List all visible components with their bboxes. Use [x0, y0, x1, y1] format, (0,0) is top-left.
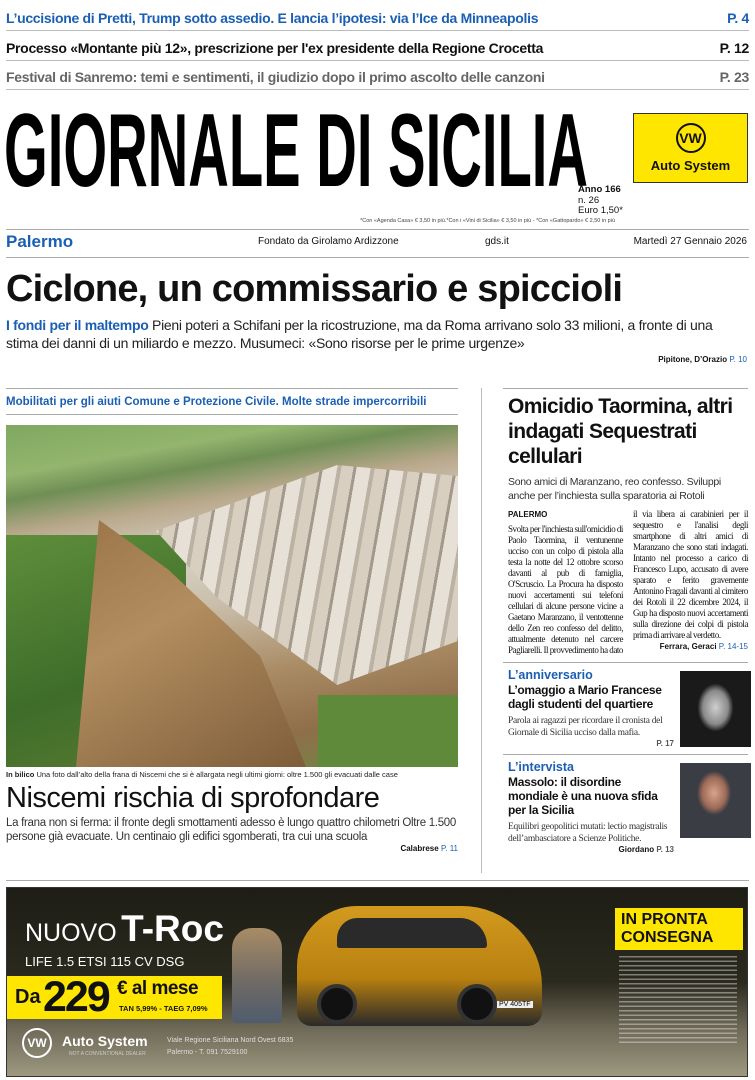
- anniversario-headline[interactable]: L’omaggio a Mario Francese dagli studenti del quartiere: [508, 683, 662, 711]
- byline-page: P. 10: [729, 355, 747, 364]
- byline-page: P. 13: [656, 845, 674, 854]
- lead-dek: [6, 316, 747, 352]
- teaser-page: P. 12: [719, 39, 749, 56]
- ad-phone: Palermo - T. 091 7529100: [167, 1049, 248, 1056]
- vw-logo-icon: VW: [22, 1028, 52, 1058]
- mario-francese-photo: [680, 671, 751, 747]
- niscemi-kicker: Mobilitati per gli aiuti Comune e Protezione Civile. Molte strade impercorribili: [6, 396, 427, 408]
- website-link[interactable]: gds.it: [485, 236, 509, 247]
- sponsor-name: Auto System: [650, 158, 731, 173]
- taormina-headline[interactable]: Omicidio Taormina, altri indagati Sequestrati cellulari: [508, 395, 733, 468]
- ad-dealer: Auto System: [62, 1033, 148, 1049]
- teaser-text: Festival di Sanremo: temi e sentimenti, il giudizio dopo il primo ascolto delle canzoni: [6, 68, 545, 85]
- taormina-byline: [633, 641, 748, 652]
- massolo-photo: [680, 763, 751, 838]
- teaser-2[interactable]: [6, 35, 749, 61]
- lead-byline: [6, 355, 747, 364]
- intervista-byline: [508, 845, 674, 854]
- byline-author: Pipitone, D’Orazio: [658, 355, 728, 364]
- ad-fine-print: [619, 956, 737, 1046]
- supplement-note: *Con «Agenda Casa» € 3,50 in più.*Con i «Vini di Sicilia» € 3,50 in più - *Con «Gattopardo» € 2,50 in più: [360, 218, 615, 224]
- intervista-dek: Equilibri geopolitici mutati: lectio magistralis dell’ambasciatore a Scienze Politiche.: [508, 822, 668, 844]
- byline-author: Giordano: [618, 845, 655, 854]
- photo-caption: [6, 770, 458, 780]
- teaser-page: P. 4: [727, 9, 749, 26]
- byline-page: P. 11: [440, 844, 458, 853]
- ad-price: 229: [43, 973, 109, 1021]
- teaser-3[interactable]: [6, 64, 749, 90]
- byline-author: Calabrese: [400, 844, 439, 853]
- niscemi-headline[interactable]: Niscemi rischia di sprofondare: [6, 782, 380, 814]
- landslide-photo: [6, 425, 458, 767]
- column-divider: [481, 388, 482, 873]
- masthead-title-text: GIORNALE DI SICILIA: [4, 100, 588, 192]
- vw-logo-icon: VW: [676, 123, 706, 153]
- ad-badge: IN PRONTA CONSEGNA: [615, 908, 743, 950]
- anniversario-page: P. 17: [656, 739, 674, 748]
- car-image: [297, 906, 542, 1026]
- issue-date: Martedì 27 Gennaio 2026: [633, 236, 747, 247]
- intervista-headline[interactable]: Massolo: il disordine mondiale è una nuova sfida per la Sicilia: [508, 775, 658, 817]
- guitarist-figure: [232, 928, 282, 1023]
- anniversario-dek: Parola ai ragazzi per ricordare il cronista del Giornale di Sicilia ucciso dalla mafia.: [508, 716, 663, 738]
- teaser-1[interactable]: [6, 5, 749, 31]
- anniversario-story: [503, 663, 748, 754]
- issue-year: Anno 166: [578, 184, 621, 195]
- lead-story: [6, 266, 747, 364]
- lead-kicker: I fondi per il maltempo: [6, 317, 149, 333]
- caption-lead: In bilico: [6, 770, 35, 779]
- niscemi-story: [6, 388, 458, 853]
- byline-page: P. 14-15: [718, 642, 748, 651]
- intervista-kicker: L’intervista: [508, 760, 574, 774]
- teaser-page: P. 23: [719, 68, 749, 85]
- issue-price: Euro 1,50*: [578, 205, 623, 216]
- right-column: [503, 388, 748, 854]
- caption-text: Una foto dall’alto della frana di Niscemi che si è allargata negli ultimi giorni: oltre 1.500 gli evacuati dalle case: [36, 770, 398, 779]
- taormina-dateline: PALERMO: [508, 510, 548, 519]
- ad-plate: PV 405TF: [499, 1001, 531, 1008]
- niscemi-byline: [6, 844, 458, 853]
- byline-author: Ferrara, Geraci: [659, 642, 717, 651]
- ad-address: Viale Regione Siciliana Nord Ovest 6835: [167, 1037, 294, 1044]
- ad-per-month: € al mese: [117, 978, 199, 999]
- issue-number: n. 26: [578, 194, 600, 206]
- ad-nuovo: NUOVO: [25, 919, 117, 947]
- body-text: Svolta per l'inchiesta sull'omicidio di Paolo Taormina, il ventunenne ucciso con un colpo di pistola alla testa la notte del 12 ottobre scorso davanti al pub di famiglia, O'Scruscio. La Procura ha disposto nuovi accertamenti sui telefoni cellulari di alcune persone vicine a Gaetano Maranzano, il ventottenne dello Zen reo confesso del delitto, attualmente detenuto nel carcere Pagliarelli. Il provvedimento ha dato il via libera ai carabinieri per il sequestro e l'analisi degli smartphone di altri amici di Maranzano che sono stati indagati. Intanto nel processo a carico di Francesco Lupo, accusato di avere sparato e ferito gravemente Antonino Fragali davanti al cimitero dei Rotoli il 22 dicembre 2024, il Gup ha disposto nuovi accertamenti sulla direzione dei colpi di pistola prima di arrivare al verdetto.: [508, 509, 748, 655]
- ad-rates: TAN 5,99% - TAEG 7,09%: [119, 1004, 208, 1013]
- teaser-text: Processo «Montante più 12», prescrizione per l'ex presidente della Regione Crocetta: [6, 39, 544, 56]
- sponsor-logo: [633, 113, 748, 183]
- taormina-dek: Sono amici di Maranzano, reo confesso. Sviluppi anche per l’inchiesta sulla sparatoria ai Rotoli: [508, 476, 721, 502]
- car-advertisement[interactable]: [6, 887, 748, 1077]
- founder: Fondato da Girolamo Ardizzone: [258, 236, 399, 247]
- ad-model: T-Roc: [121, 908, 224, 949]
- intervista-story: [503, 755, 748, 854]
- lead-headline[interactable]: Ciclone, un commissario e spiccioli: [6, 268, 623, 310]
- issue-info: [578, 185, 623, 217]
- teaser-text: L’uccisione di Pretti, Trump sotto assedio. E lancia l’ipotesi: via l’Ice da Minneapolis: [6, 9, 539, 26]
- ad-version: LIFE 1.5 ETSI 115 CV DSG: [25, 954, 185, 969]
- masthead-title: [4, 100, 592, 192]
- niscemi-dek: La frana non si ferma: il fronte degli smottamenti adesso è lungo quattro chilometri Oltre 1.500 persone già evacuate. Un centinaio gli edifici sgomberati, tra cui una scuola: [6, 817, 456, 843]
- edition-city: Palermo: [6, 232, 74, 251]
- taormina-body: [508, 509, 748, 656]
- anniversario-kicker: L’anniversario: [508, 668, 593, 682]
- ad-tagline: NOT A CONVENTIONAL DEALER: [69, 1051, 146, 1057]
- ad-price-banner: [7, 973, 222, 1021]
- ad-da: Da: [15, 986, 41, 1008]
- lead-dek-text: Pieni poteri a Schifani per la ricostruzione, ma da Roma arrivano solo 33 milioni, a fronte di una stima dei danni di un miliardo e mezzo. Musumeci: «Sono risorse per le prime urgenze»: [6, 317, 713, 351]
